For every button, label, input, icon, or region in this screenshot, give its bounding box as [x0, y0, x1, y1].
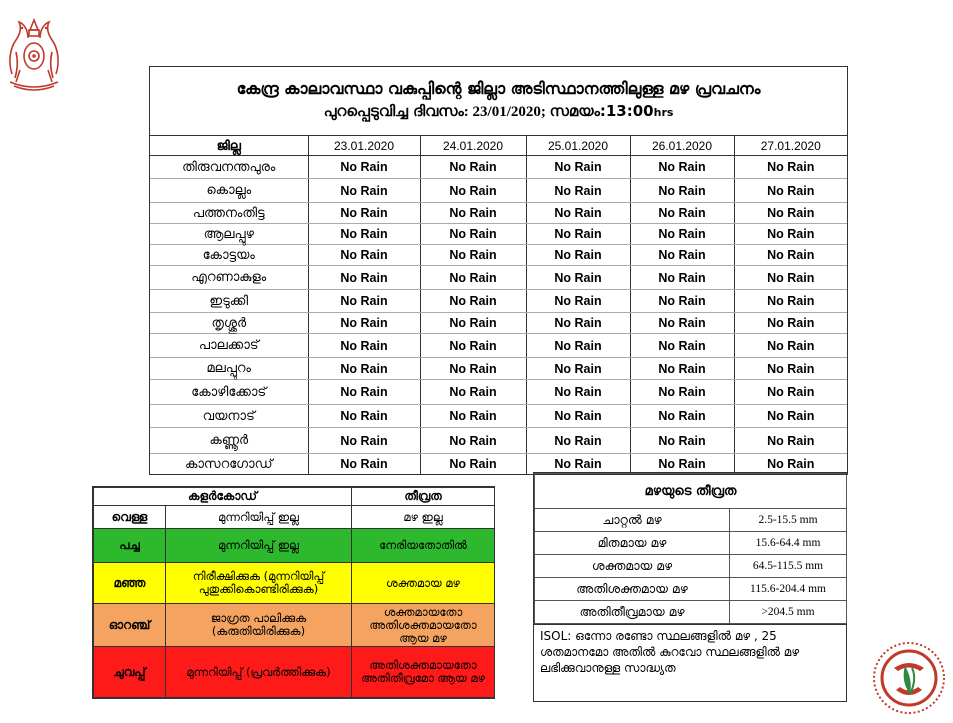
forecast-cell: No Rain: [630, 313, 734, 334]
forecast-row: [150, 380, 847, 405]
color-meaning: മുന്നറിയിപ്പ് ഇല്ല: [166, 529, 352, 563]
forecast-cell: No Rain: [420, 156, 526, 179]
forecast-cell: No Rain: [526, 224, 630, 245]
color-meaning: നിരീക്ഷിക്കുക (മുന്നറിയിപ്പ് പുതുക്കികൊണ്ടിരിക്കുക): [166, 563, 352, 604]
district-forecast-panel: [149, 66, 848, 475]
forecast-cell: No Rain: [630, 290, 734, 313]
color-intensity: ശക്തമായ മഴ: [352, 563, 495, 604]
forecast-cell: No Rain: [734, 224, 847, 245]
forecast-cell: No Rain: [308, 405, 420, 428]
intensity-range: 2.5-15.5 mm: [730, 509, 847, 532]
legend-row: [94, 604, 495, 647]
forecast-cell: No Rain: [734, 358, 847, 380]
color-meaning: മുന്നറിയിപ്പ് (പ്രവർത്തിക്കുക): [166, 647, 352, 698]
issued-date: : 23/01/2020;: [463, 104, 550, 120]
date-column-header: 24.01.2020: [420, 136, 526, 156]
district-name: ഇടുക്കി: [150, 290, 308, 313]
forecast-cell: No Rain: [526, 179, 630, 203]
kerala-emblem-logo: [6, 8, 62, 94]
district-name: പാലക്കാട്: [150, 334, 308, 358]
district-name: തൃശ്ശൂർ: [150, 313, 308, 334]
forecast-cell: No Rain: [630, 203, 734, 224]
forecast-cell: No Rain: [526, 334, 630, 358]
district-column-header: ജില്ല: [150, 136, 308, 156]
forecast-row: [150, 290, 847, 313]
intensity-header: തീവ്രത: [352, 488, 495, 506]
forecast-cell: No Rain: [420, 454, 526, 475]
forecast-cell: No Rain: [420, 405, 526, 428]
district-name: കാസറഗോഡ്: [150, 454, 308, 475]
ksdma-seal-logo: [872, 640, 946, 716]
forecast-row: [150, 358, 847, 380]
district-name: കൊല്ലം: [150, 179, 308, 203]
color-intensity: മഴ ഇല്ല: [352, 506, 495, 529]
date-column-header: 27.01.2020: [734, 136, 847, 156]
forecast-cell: No Rain: [734, 313, 847, 334]
color-name: ചുവപ്പ്: [94, 647, 166, 698]
forecast-row: [150, 428, 847, 454]
forecast-cell: No Rain: [734, 334, 847, 358]
intensity-row: [535, 578, 847, 601]
color-code-table: [93, 487, 495, 698]
intensity-label: അതിശക്തമായ മഴ: [535, 578, 730, 601]
forecast-cell: No Rain: [308, 245, 420, 266]
legend-row: [94, 506, 495, 529]
color-code-header: കളർകോഡ്: [94, 488, 352, 506]
forecast-cell: No Rain: [630, 179, 734, 203]
forecast-cell: No Rain: [420, 179, 526, 203]
forecast-cell: No Rain: [308, 428, 420, 454]
forecast-cell: No Rain: [526, 290, 630, 313]
forecast-cell: No Rain: [734, 405, 847, 428]
forecast-cell: No Rain: [630, 358, 734, 380]
district-name: കോഴിക്കോട്: [150, 380, 308, 405]
forecast-header-row: [150, 136, 847, 156]
date-column-header: 23.01.2020: [308, 136, 420, 156]
time-label: സമയം: [549, 102, 600, 120]
date-column-header: 25.01.2020: [526, 136, 630, 156]
forecast-cell: No Rain: [526, 380, 630, 405]
intensity-title-row: [535, 474, 847, 509]
issued-label: പുറപ്പെടുവിച്ച ദിവസം: [323, 102, 464, 120]
forecast-cell: No Rain: [734, 380, 847, 405]
forecast-cell: No Rain: [420, 245, 526, 266]
forecast-table: [150, 136, 847, 474]
forecast-cell: No Rain: [420, 203, 526, 224]
forecast-row: [150, 266, 847, 290]
time-unit: hrs: [653, 106, 674, 119]
forecast-row: [150, 405, 847, 428]
forecast-cell: No Rain: [308, 290, 420, 313]
district-name: എറണാകുളം: [150, 266, 308, 290]
color-name: വെള്ള: [94, 506, 166, 529]
forecast-cell: No Rain: [630, 245, 734, 266]
intensity-range: 115.6-204.4 mm: [730, 578, 847, 601]
forecast-cell: No Rain: [767, 457, 815, 471]
forecast-row: [150, 203, 847, 224]
color-name: പച്ച: [94, 529, 166, 563]
forecast-cell: No Rain: [734, 266, 847, 290]
intensity-row: [535, 509, 847, 532]
forecast-cell: No Rain: [734, 179, 847, 203]
isol-note: ISOL: ഒന്നോ രണ്ടോ സ്ഥലങ്ങളിൽ മഴ , 25 ശതമാനമോ അതിൽ കുറവോ സ്ഥലങ്ങളിൽ മഴ ലഭിക്കുവാനുള്ള സാദ്ധ്യത: [533, 624, 847, 702]
district-name: ആലപ്പുഴ: [150, 224, 308, 245]
intensity-label: ശക്തമായ മഴ: [535, 555, 730, 578]
forecast-cell: No Rain: [630, 454, 734, 475]
forecast-cell: No Rain: [630, 334, 734, 358]
forecast-cell: No Rain: [308, 334, 420, 358]
forecast-cell: No Rain: [420, 428, 526, 454]
issued-line: [150, 101, 847, 123]
color-intensity: അതിശക്തമായതോ അതിതീവ്രമോ ആയ മഴ: [352, 647, 495, 698]
intensity-range: 15.6-64.4 mm: [730, 532, 847, 555]
forecast-cell: No Rain: [308, 358, 420, 380]
forecast-cell: No Rain: [630, 405, 734, 428]
intensity-row: [535, 601, 847, 624]
color-code-legend: [92, 486, 495, 699]
forecast-cell: No Rain: [308, 454, 420, 475]
forecast-cell: No Rain: [734, 156, 847, 179]
district-name: വയനാട്: [150, 405, 308, 428]
forecast-cell: No Rain: [526, 245, 630, 266]
forecast-cell: No Rain: [526, 454, 630, 475]
forecast-cell: No Rain: [526, 313, 630, 334]
forecast-cell: No Rain: [420, 358, 526, 380]
legend-row: [94, 647, 495, 698]
district-name: തിരുവനന്തപുരം: [150, 156, 308, 179]
forecast-row: [150, 179, 847, 203]
forecast-cell: No Rain: [526, 203, 630, 224]
forecast-cell: No Rain: [734, 245, 847, 266]
color-intensity: ശക്തമായതോ അതിശക്തമായതോ ആയ മഴ: [352, 604, 495, 647]
date-column-header: 26.01.2020: [630, 136, 734, 156]
district-name: കോട്ടയം: [150, 245, 308, 266]
intensity-title: മഴയുടെ തീവ്രത: [535, 474, 847, 509]
forecast-cell: No Rain: [734, 290, 847, 313]
forecast-cell: No Rain: [630, 156, 734, 179]
color-name: ഓറഞ്ച്: [94, 604, 166, 647]
forecast-cell: No Rain: [630, 266, 734, 290]
forecast-cell: No Rain: [734, 203, 847, 224]
forecast-cell: No Rain: [630, 428, 734, 454]
color-name: മഞ്ഞ: [94, 563, 166, 604]
district-name: മലപ്പുറം: [150, 358, 308, 380]
forecast-cell: No Rain: [420, 290, 526, 313]
intensity-row: [535, 555, 847, 578]
forecast-cell: No Rain: [420, 266, 526, 290]
forecast-cell: No Rain: [308, 224, 420, 245]
forecast-cell: No Rain: [526, 358, 630, 380]
color-intensity: നേരിയതോതിൽ: [352, 529, 495, 563]
forecast-cell: No Rain: [308, 156, 420, 179]
forecast-row: [150, 224, 847, 245]
forecast-cell: No Rain: [308, 266, 420, 290]
forecast-cell: No Rain: [526, 156, 630, 179]
forecast-cell: No Rain: [526, 266, 630, 290]
color-meaning: ജാഗ്രത പാലിക്കുക (കരുതിയിരിക്കുക): [166, 604, 352, 647]
forecast-row: [150, 454, 847, 475]
forecast-row: [150, 245, 847, 266]
legend-header-row: [94, 488, 495, 506]
forecast-cell: No Rain: [420, 334, 526, 358]
forecast-cell: No Rain: [420, 313, 526, 334]
time-value: :13:00: [599, 102, 654, 120]
forecast-row: [150, 334, 847, 358]
legend-row: [94, 529, 495, 563]
district-name: പത്തനംതിട്ട: [150, 203, 308, 224]
rain-intensity-table: [534, 473, 847, 624]
forecast-cell: No Rain: [734, 428, 847, 454]
intensity-range: >204.5 mm: [730, 601, 847, 624]
forecast-cell: No Rain: [630, 380, 734, 405]
forecast-row: [150, 313, 847, 334]
forecast-cell: No Rain: [308, 313, 420, 334]
forecast-cell: No Rain: [526, 428, 630, 454]
intensity-label: ചാറ്റൽ മഴ: [535, 509, 730, 532]
forecast-cell: No Rain: [308, 380, 420, 405]
legend-row: [94, 563, 495, 604]
intensity-label: മിതമായ മഴ: [535, 532, 730, 555]
intensity-row: [535, 532, 847, 555]
district-name: കണ്ണൂർ: [150, 428, 308, 454]
rain-intensity-panel: [533, 472, 847, 625]
forecast-cell: No Rain: [308, 203, 420, 224]
forecast-cell: No Rain: [526, 405, 630, 428]
forecast-cell: No Rain: [420, 380, 526, 405]
forecast-title: കേന്ദ്ര കാലാവസ്ഥാ വകുപ്പിന്റെ ജില്ലാ അടിസ്ഥാനത്തിലുള്ള മഴ പ്രവചനം: [236, 79, 761, 98]
forecast-title-block: [150, 67, 847, 136]
intensity-range: 64.5-115.5 mm: [730, 555, 847, 578]
forecast-row: [150, 156, 847, 179]
color-meaning: മുന്നറിയിപ്പ് ഇല്ല: [166, 506, 352, 529]
forecast-cell: No Rain: [420, 224, 526, 245]
intensity-label: അതിതീവ്രമായ മഴ: [535, 601, 730, 624]
forecast-cell: No Rain: [308, 179, 420, 203]
forecast-cell: No Rain: [630, 224, 734, 245]
